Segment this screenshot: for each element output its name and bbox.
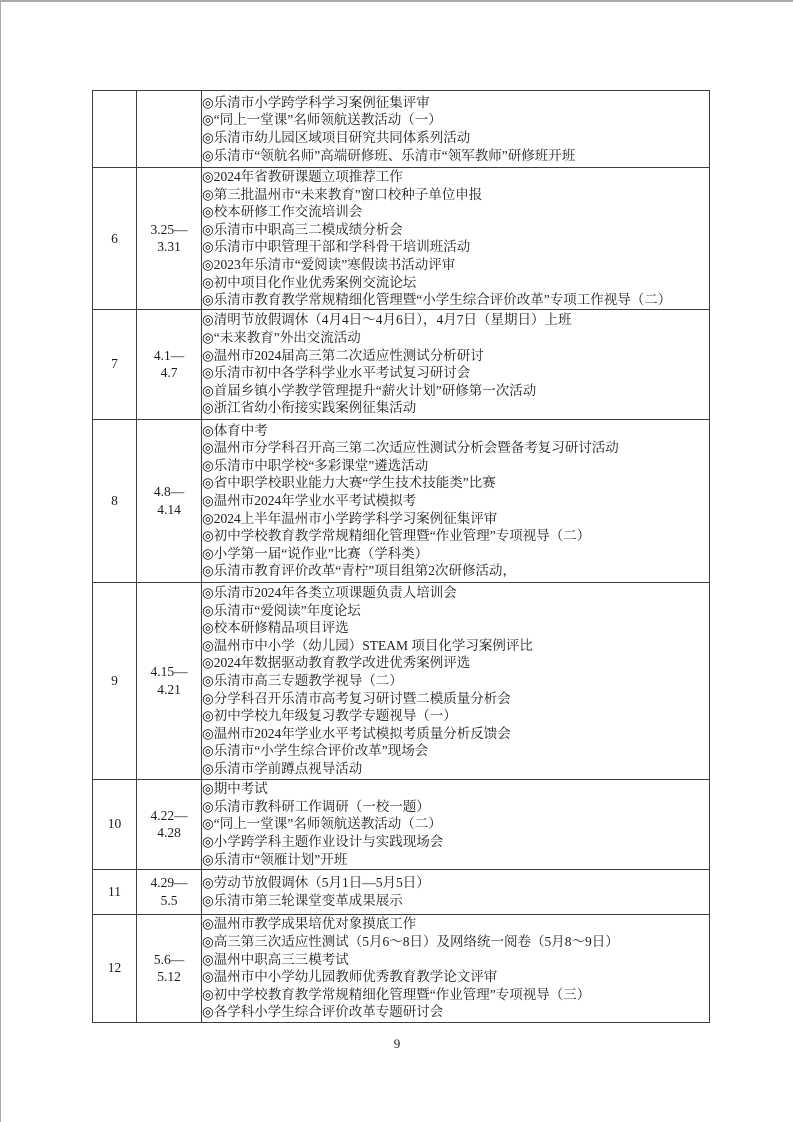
activity-item: ◎2024年数据驱动教育教学改进优秀案例评选 [202, 655, 471, 671]
activity-item: ◎浙江省幼小衔接实践案例征集活动 [202, 400, 417, 416]
page-number: 9 [393, 1036, 401, 1051]
table-row [93, 309, 710, 419]
activities-cell [202, 168, 710, 310]
activity-item: ◎初中学校九年级复习教学专题视导（一） [202, 708, 457, 724]
activity-item: ◎乐清市教育评价改革“青柠”项目组第2次研修活动， [202, 563, 517, 579]
activity-item: ◎乐清市“小学生综合评价改革”现场会 [202, 743, 429, 759]
date-range-cell [137, 91, 202, 168]
activity-item: ◎乐清市初中各学科学业水平考试复习研讨会 [202, 365, 471, 381]
activity-item: ◎期中考试 [202, 781, 268, 797]
table-row [93, 168, 710, 310]
week-number-cell: 6 [93, 168, 137, 310]
activity-item: ◎清明节放假调休（4月4日～4月6日），4月7日（星期日）上班 [202, 312, 572, 328]
activity-item: ◎各学科小学生综合评价改革专题研讨会 [202, 1004, 444, 1020]
activity-item: ◎乐清市高三专题教学视导（二） [202, 672, 403, 688]
activity-item: ◎乐清市第三轮课堂变革成果展示 [202, 892, 403, 908]
date-range-cell [137, 419, 202, 582]
date-line: 4.29— [150, 875, 188, 891]
activity-item: ◎初中学校教育教学常规精细化管理暨“作业管理”专项视导（二） [202, 528, 591, 544]
week-number-cell: 12 [93, 914, 137, 1022]
date-line: 5.5 [160, 892, 178, 908]
activity-item: ◎乐清市“爱阅读”年度论坛 [202, 602, 361, 618]
activity-item: ◎乐清市小学跨学科学习案例征集评审 [202, 94, 430, 110]
activity-item: ◎初中学校教育教学常规精细化管理暨“作业管理”专项视导（三） [202, 986, 591, 1002]
activity-item: ◎劳动节放假调休（5月1日—5月5日） [202, 875, 430, 891]
date-range-cell [137, 779, 202, 869]
activity-item: ◎小学第一届“说作业”比赛（学科类） [202, 545, 429, 561]
activities-cell [202, 309, 710, 419]
week-number-cell: 8 [93, 419, 137, 582]
activity-item: ◎“同上一堂课”名师领航送教活动（一） [202, 112, 442, 128]
activities-cell [202, 779, 710, 869]
activity-item: ◎分学科召开乐清市高考复习研讨暨二模质量分析会 [202, 690, 511, 706]
activity-item: ◎温州市教学成果培优对象摸底工作 [202, 916, 417, 932]
activity-item: ◎首届乡镇小学教学管理提升“薪火计划”研修第一次活动 [202, 382, 537, 398]
activity-item: ◎乐清市教科研工作调研（一校一题） [202, 798, 430, 814]
week-number-cell: 7 [93, 309, 137, 419]
activity-item: ◎2024上半年温州市小学跨学科学习案例征集评审 [202, 510, 498, 526]
activity-item: ◎乐清市中职学校“多彩课堂”遴选活动 [202, 457, 429, 473]
date-line: 4.22— [150, 807, 188, 823]
activities-cell [202, 869, 710, 914]
date-line: 3.31 [157, 239, 181, 255]
activity-item: ◎2023年乐清市“爱阅读”寒假读书活动评审 [202, 256, 456, 272]
table-row [93, 91, 710, 168]
activity-item: ◎温州市中小学幼儿园教师优秀教育教学论文评审 [202, 969, 498, 985]
date-range-cell [137, 582, 202, 779]
activity-item: ◎乐清市教育教学常规精细化管理暨“小学生综合评价改革”专项工作视导（二） [202, 292, 672, 308]
activities-cell [202, 419, 710, 582]
activity-item: ◎温州市中小学（幼儿园）STEAM 项目化学习案例评比 [202, 637, 533, 653]
activities-cell [202, 582, 710, 779]
activities-cell [202, 91, 710, 168]
date-range-cell [137, 869, 202, 914]
date-line: 5.6— [153, 951, 185, 967]
week-number-cell: 9 [93, 582, 137, 779]
table-row [93, 779, 710, 869]
week-number-cell: 10 [93, 779, 137, 869]
week-number-cell [93, 91, 137, 168]
date-range-cell [137, 168, 202, 310]
date-range-cell [137, 914, 202, 1022]
activity-item: ◎小学跨学科主题作业设计与实践现场会 [202, 834, 444, 850]
activity-item: ◎校本研修工作交流培训会 [202, 204, 363, 220]
activity-item: ◎乐清市“领航名师”高端研修班、乐清市“领军教师”研修班开班 [202, 147, 576, 163]
activity-item: ◎校本研修精品项目评选 [202, 620, 349, 636]
table-row [93, 419, 710, 582]
activity-item: ◎高三第三次适应性测试（5月6～8日）及网络统一阅卷（5月8～9日） [202, 934, 619, 950]
date-line: 5.12 [157, 969, 181, 985]
date-line: 4.8— [153, 484, 185, 500]
school-calendar-table [92, 90, 710, 1023]
table-row [93, 914, 710, 1022]
activity-item: ◎“同上一堂课”名师领航送教活动（二） [202, 816, 442, 832]
date-line: 4.21 [157, 681, 181, 697]
activity-item: ◎温州市2024年学业水平考试模拟考质量分析反馈会 [202, 725, 511, 741]
activity-item: ◎“未来教育”外出交流活动 [202, 330, 361, 346]
date-line: 4.14 [157, 501, 181, 517]
activity-item: ◎乐清市中职高三二模成绩分析会 [202, 221, 403, 237]
activity-item: ◎2024年省教研课题立项推荐工作 [202, 169, 403, 184]
activity-item: ◎温州市分学科召开高三第二次适应性测试分析会暨备考复习研讨活动 [202, 440, 619, 456]
date-line: 4.15— [150, 664, 188, 680]
date-range-cell [137, 309, 202, 419]
activity-item: ◎乐清市2024年各类立项课题负责人培训会 [202, 584, 457, 600]
activity-item: ◎温州中职高三三模考试 [202, 951, 349, 967]
activity-item: ◎温州市2024届高三第二次适应性测试分析研讨 [202, 347, 484, 363]
activity-item: ◎温州市2024年学业水平考试模拟考 [202, 492, 417, 508]
activity-item: ◎乐清市中职管理干部和学科骨干培训班活动 [202, 239, 471, 255]
date-line: 4.1— [153, 347, 185, 363]
table-row [93, 869, 710, 914]
activity-item: ◎乐清市“领雁计划”开班 [202, 851, 348, 867]
activity-item: ◎第三批温州市“未来教育”窗口校种子单位申报 [202, 186, 483, 202]
table-row [93, 582, 710, 779]
date-line: 4.28 [157, 825, 181, 841]
date-line: 4.7 [160, 365, 178, 381]
activity-item: ◎乐清市幼儿园区域项目研究共同体系列活动 [202, 130, 471, 145]
activities-cell [202, 914, 710, 1022]
week-number-cell: 11 [93, 869, 137, 914]
activity-item: ◎初中项目化作业优秀案例交流论坛 [202, 274, 417, 290]
date-line: 3.25— [150, 221, 188, 237]
activity-item: ◎省中职学校职业能力大赛“学生技术技能类”比赛 [202, 475, 496, 491]
activity-item: ◎乐清市学前蹲点视导活动 [202, 760, 363, 776]
activity-item: ◎体育中考 [202, 422, 268, 438]
